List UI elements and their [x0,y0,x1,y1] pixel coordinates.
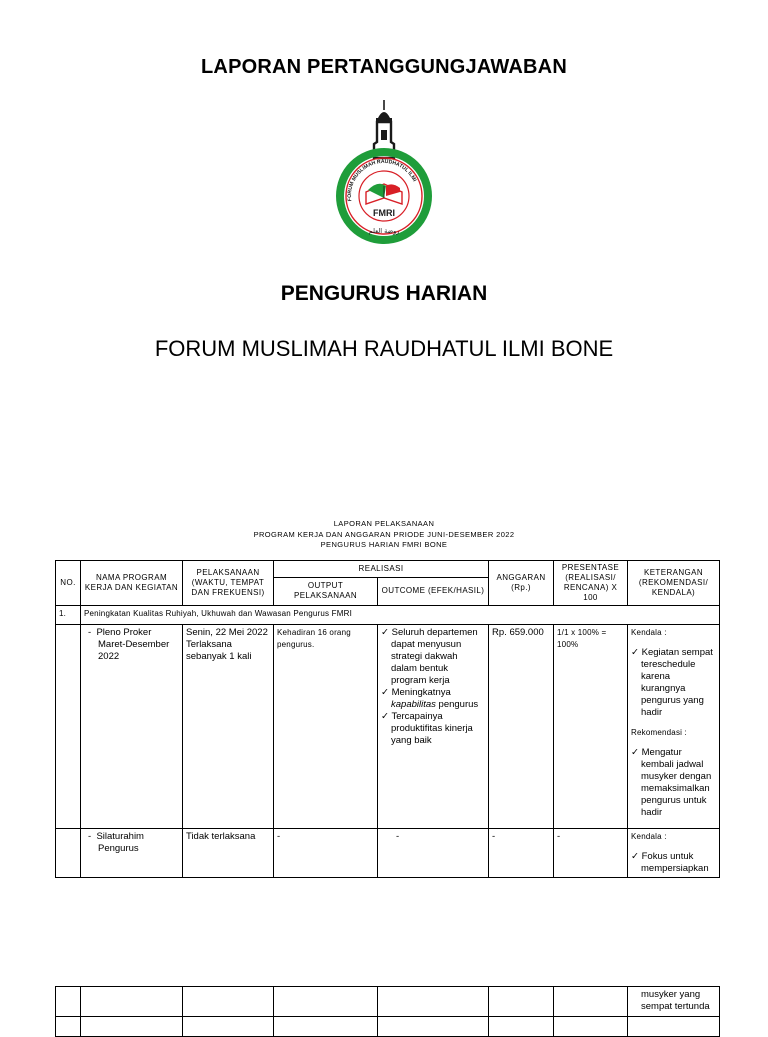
keterangan-cell: Kendala : ✓ Kegiatan sempat tereschedule karena kurangnya pengurus yang hadir Rekomendasi : ✓ Mengatur kembali jadwal musyker dengan memaksimalkan pengurus untuk hadir [628,625,720,829]
outcome-cell: - [378,829,489,878]
kendala-label: Kendala : [631,832,667,841]
col-realisasi: REALISASI [274,561,489,578]
report-heading-1: LAPORAN PELAKSANAAN [333,519,435,528]
outcome-cell: ✓ Seluruh departemen dapat menyusun strategi dakwah dalam bentuk program kerja ✓ Meningkatnya kapabilitas pengurus ✓ Tercapainya produktifitas kinerja yang baik [378,625,489,829]
col-pelaksanaan: PELAKSANAAN (WAKTU, TEMPAT DAN FREKUENSI) [183,561,274,606]
anggaran-cell: - [489,829,554,878]
subtitle: PENGURUS HARIAN [280,282,488,305]
organization-name: FORUM MUSLIMAH RAUDHATUL ILMI BONE [154,336,614,361]
logo-abbr: FMRI [373,208,395,218]
rekomendasi-label: Rekomendasi : [631,728,687,737]
check-icon: ✓ [631,851,639,862]
col-keterangan: KETERANGAN (REKOMENDASI/ KENDALA) [628,561,720,606]
anggaran-cell: Rp. 659.000 [489,625,554,829]
book-icon [366,184,402,204]
report-heading-2: PROGRAM KERJA DAN ANGGARAN PRIODE JUNI-DESEMBER 2022 [253,530,515,539]
program-cell: - Pleno Proker Maret-Desember 2022 [81,625,183,829]
col-anggaran: ANGGARAN (Rp.) [489,561,554,606]
program-cell: - Silaturahim Pengurus [81,829,183,878]
kendala-label: Kendala : [631,628,667,637]
pelaksanaan-cell: Tidak terlaksana [183,829,274,878]
presentase-cell: 1/1 x 100% = 100% [554,625,628,829]
report-heading-3: PENGURUS HARIAN FMRI BONE [320,540,448,549]
section-no: 1. [56,606,81,625]
check-icon: ✓ [381,627,389,638]
output-cell: Kehadiran 16 orang pengurus. [274,625,378,829]
pelaksanaan-status: Terlaksana sebanyak 1 kali [186,639,252,662]
check-icon: ✓ [381,687,389,698]
check-icon: ✓ [631,647,639,658]
col-output: OUTPUT PELAKSANAAN [274,577,378,605]
fmri-logo [330,100,438,250]
table-row [56,625,720,829]
col-program: NAMA PROGRAM KERJA DAN KEGIATAN [81,561,183,606]
col-no: NO. [56,561,81,606]
col-presentase: PRESENTASE (REALISASI/ RENCANA) X 100 [554,561,628,606]
program-name: Silaturahim Pengurus [96,831,144,854]
check-icon: ✓ [631,747,639,758]
check-icon: ✓ [381,711,389,722]
logo-ring-text: FORUM MUSLIMAH RAUDHATUL ILMI [346,158,418,202]
col-outcome: OUTCOME (EFEK/HASIL) [378,577,489,605]
pelaksanaan-date: Senin, 22 Mei 2022 [186,627,268,638]
table-row [56,829,720,878]
logo-arabic: روضة العلم [368,227,400,235]
output-cell: - [274,829,378,878]
section-title: Peningkatan Kualitas Ruhiyah, Ukhuwah dan Wawasan Pengurus FMRI [81,606,720,625]
table-row [56,987,720,1017]
report-title: LAPORAN PERTANGGUNGJAWABAN [201,56,567,78]
presentase-cell: - [554,829,628,878]
keterangan-cell: musyker yang sempat tertunda [628,987,720,1017]
keterangan-cell: Kendala : ✓ Fokus untuk mempersiapkan [628,829,720,878]
pelaksanaan-cell [183,625,274,829]
report-table-continued [55,986,720,1037]
report-table [55,560,720,878]
program-name: Pleno Proker Maret-Desember 2022 [96,627,170,662]
